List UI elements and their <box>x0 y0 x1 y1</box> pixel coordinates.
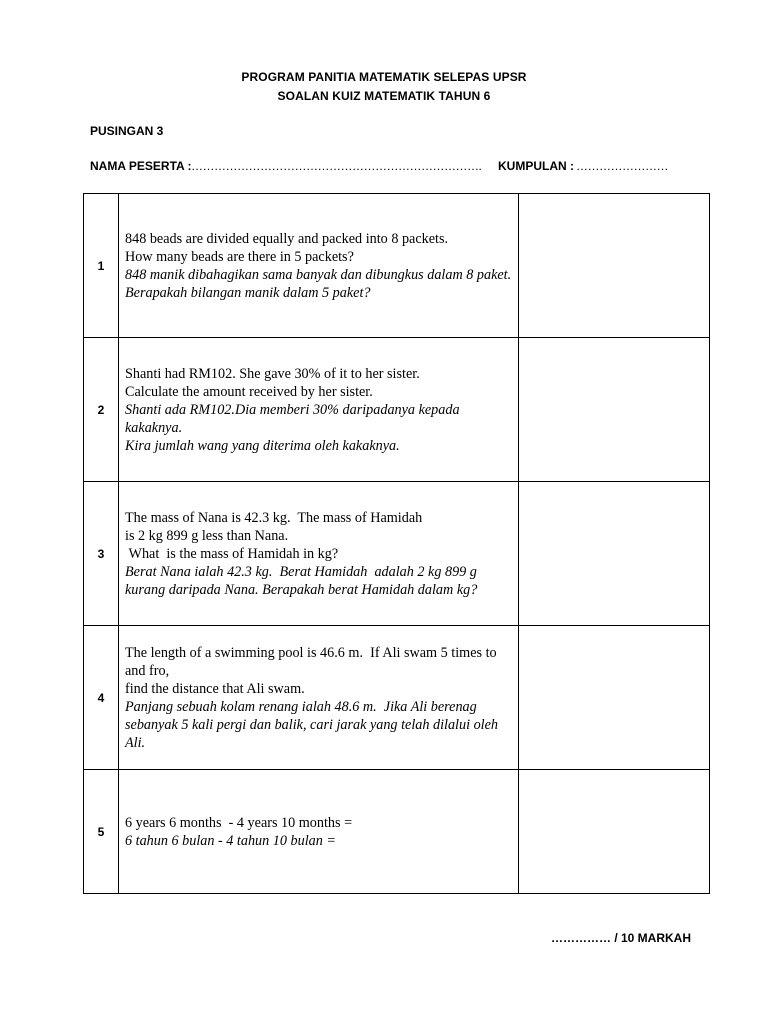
total-marks: …………… / 10 MARKAH <box>551 931 692 945</box>
question-english: Shanti had RM102. She gave 30% of it to her sister. Calculate the amount received by her sister. <box>125 365 420 400</box>
question-text <box>119 338 519 482</box>
quiz-title: SOALAN KUIZ MATEMATIK TAHUN 6 <box>277 89 491 103</box>
group-field[interactable]: …………………… <box>576 159 668 173</box>
answer-box[interactable] <box>519 338 710 482</box>
question-number: 4 <box>84 626 119 770</box>
question-row <box>84 770 710 894</box>
question-number: 2 <box>84 338 119 482</box>
answer-box[interactable] <box>519 626 710 770</box>
question-number: 5 <box>84 770 119 894</box>
answer-box[interactable] <box>519 194 710 338</box>
question-english: The mass of Nana is 42.3 kg. The mass of Hamidah is 2 kg 899 g less than Nana. What is the mass of Hamidah in kg? <box>125 509 423 562</box>
question-english: The length of a swimming pool is 46.6 m. If Ali swam 5 times to and fro, find the distance that Ali swam. <box>125 644 497 697</box>
program-title: PROGRAM PANITIA MATEMATIK SELEPAS UPSR <box>241 70 527 84</box>
question-english: 848 beads are divided equally and packed into 8 packets. How many beads are there in 5 packets? <box>125 230 449 265</box>
question-row <box>84 194 710 338</box>
question-row <box>84 338 710 482</box>
question-malay: Panjang sebuah kolam renang ialah 48.6 m. Jika Ali berenag sebanyak 5 kali pergi dan balik, cari jarak yang telah dilalui oleh Ali. <box>125 698 502 751</box>
group-label: KUMPULAN : <box>498 159 574 173</box>
round-label: PUSINGAN 3 <box>90 124 164 138</box>
question-text <box>119 626 519 770</box>
question-malay: 6 tahun 6 bulan - 4 tahun 10 bulan = <box>125 832 336 849</box>
question-english: 6 years 6 months - 4 years 10 months = <box>125 814 353 831</box>
answer-box[interactable] <box>519 482 710 626</box>
question-number: 1 <box>84 194 119 338</box>
participant-name-field[interactable]: …………………………………………………………………. <box>191 159 482 173</box>
question-row <box>84 626 710 770</box>
question-malay: Berat Nana ialah 42.3 kg. Berat Hamidah adalah 2 kg 899 g kurang daripada Nana. Berapakah berat Hamidah dalam kg? <box>125 563 481 598</box>
question-text <box>119 482 519 626</box>
question-number: 3 <box>84 482 119 626</box>
question-malay: 848 manik dibahagikan sama banyak dan dibungkus dalam 8 paket. Berapakah bilangan manik dalam 5 paket? <box>125 266 512 301</box>
question-table <box>83 193 710 894</box>
question-row <box>84 482 710 626</box>
answer-box[interactable] <box>519 770 710 894</box>
question-malay: Shanti ada RM102.Dia memberi 30% daripadanya kepada kakaknya. Kira jumlah wang yang diterima oleh kakaknya. <box>125 401 460 454</box>
question-text <box>119 770 519 894</box>
question-text <box>119 194 519 338</box>
participant-name-label: NAMA PESERTA : <box>90 159 192 173</box>
